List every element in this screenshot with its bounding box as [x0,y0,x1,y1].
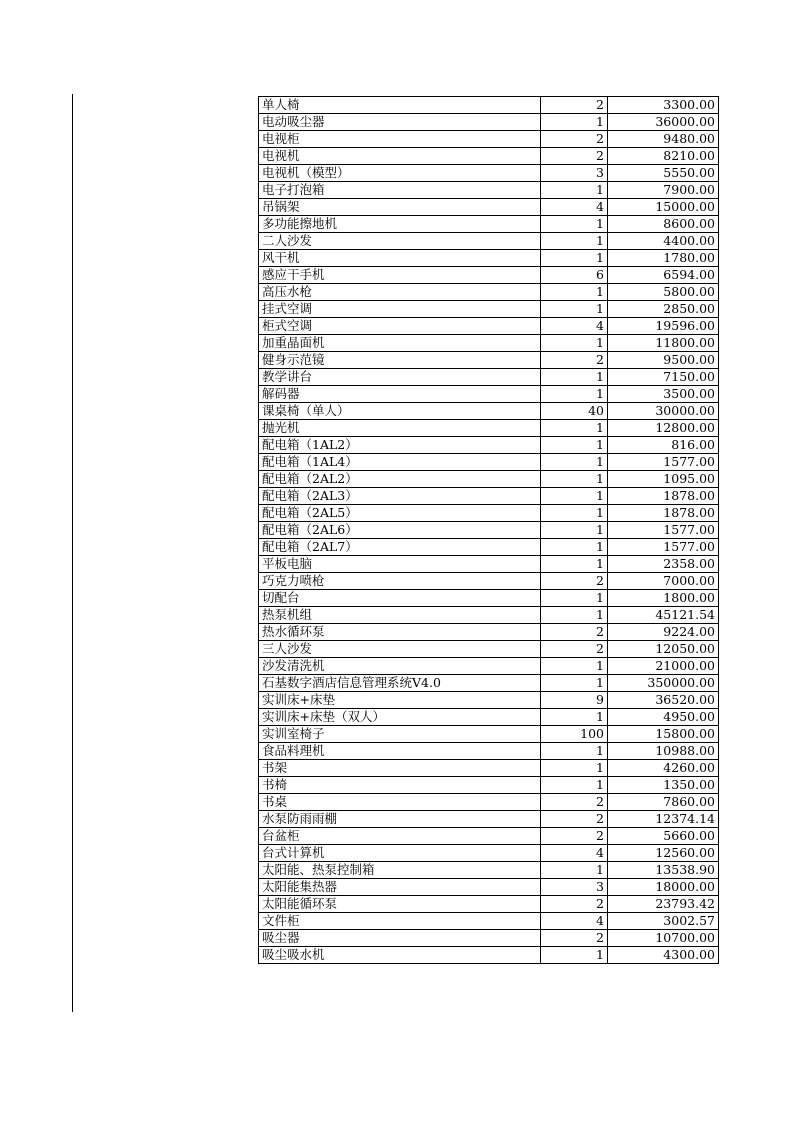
item-name-cell: 多功能擦地机 [259,216,541,233]
item-name-cell: 配电箱（2AL3） [259,488,541,505]
item-name-cell: 台式计算机 [259,845,541,862]
quantity-cell: 1 [541,675,608,692]
item-name-cell: 配电箱（1AL2） [259,437,541,454]
item-name-cell: 台盆柜 [259,828,541,845]
table-row [259,233,719,250]
table-row [259,318,719,335]
amount-cell: 1577.00 [608,522,719,539]
item-name-cell: 切配台 [259,590,541,607]
table-row [259,828,719,845]
quantity-cell: 1 [541,777,608,794]
quantity-cell: 1 [541,114,608,131]
table-row [259,216,719,233]
table-row [259,845,719,862]
item-name-cell: 实训床+床垫（双人） [259,709,541,726]
item-name-cell: 太阳能循环泵 [259,896,541,913]
amount-cell: 21000.00 [608,658,719,675]
amount-cell: 1878.00 [608,505,719,522]
quantity-cell: 1 [541,369,608,386]
amount-cell: 5550.00 [608,165,719,182]
quantity-cell: 2 [541,896,608,913]
amount-cell: 1350.00 [608,777,719,794]
amount-cell: 2358.00 [608,556,719,573]
amount-cell: 13538.90 [608,862,719,879]
quantity-cell: 40 [541,403,608,420]
item-name-cell: 电视机 [259,148,541,165]
item-name-cell: 挂式空调 [259,301,541,318]
amount-cell: 350000.00 [608,675,719,692]
table-row [259,148,719,165]
quantity-cell: 2 [541,148,608,165]
quantity-cell: 2 [541,828,608,845]
amount-cell: 7860.00 [608,794,719,811]
table-row [259,692,719,709]
table-row [259,573,719,590]
table-row [259,794,719,811]
amount-cell: 816.00 [608,437,719,454]
quantity-cell: 1 [541,522,608,539]
amount-cell: 12050.00 [608,641,719,658]
quantity-cell: 4 [541,845,608,862]
table-row [259,335,719,352]
amount-cell: 3300.00 [608,97,719,114]
quantity-cell: 2 [541,624,608,641]
amount-cell: 10988.00 [608,743,719,760]
amount-cell: 9500.00 [608,352,719,369]
item-name-cell: 二人沙发 [259,233,541,250]
quantity-cell: 1 [541,420,608,437]
item-name-cell: 吊锅架 [259,199,541,216]
amount-cell: 1878.00 [608,488,719,505]
item-name-cell: 配电箱（2AL2） [259,471,541,488]
amount-cell: 23793.42 [608,896,719,913]
amount-cell: 12560.00 [608,845,719,862]
quantity-cell: 1 [541,488,608,505]
table-row [259,590,719,607]
amount-cell: 36520.00 [608,692,719,709]
quantity-cell: 1 [541,216,608,233]
item-name-cell: 书桌 [259,794,541,811]
quantity-cell: 4 [541,318,608,335]
quantity-cell: 2 [541,573,608,590]
quantity-cell: 1 [541,301,608,318]
quantity-cell: 2 [541,352,608,369]
item-name-cell: 太阳能、热泵控制箱 [259,862,541,879]
amount-cell: 10700.00 [608,930,719,947]
quantity-cell: 1 [541,947,608,964]
item-name-cell: 书架 [259,760,541,777]
amount-cell: 4300.00 [608,947,719,964]
amount-cell: 9224.00 [608,624,719,641]
quantity-cell: 2 [541,930,608,947]
quantity-cell: 1 [541,454,608,471]
amount-cell: 19596.00 [608,318,719,335]
quantity-cell: 100 [541,726,608,743]
amount-cell: 4260.00 [608,760,719,777]
quantity-cell: 1 [541,590,608,607]
quantity-cell: 1 [541,556,608,573]
quantity-cell: 2 [541,131,608,148]
item-name-cell: 三人沙发 [259,641,541,658]
amount-cell: 15800.00 [608,726,719,743]
table-row [259,947,719,964]
quantity-cell: 2 [541,794,608,811]
quantity-cell: 2 [541,641,608,658]
item-name-cell: 风干机 [259,250,541,267]
quantity-cell: 1 [541,658,608,675]
quantity-cell: 1 [541,233,608,250]
item-name-cell: 平板电脑 [259,556,541,573]
table-row [259,556,719,573]
quantity-cell: 1 [541,471,608,488]
item-name-cell: 电动吸尘器 [259,114,541,131]
table-row [259,97,719,114]
quantity-cell: 6 [541,267,608,284]
item-name-cell: 柜式空调 [259,318,541,335]
item-name-cell: 课桌椅（单人） [259,403,541,420]
table-row [259,930,719,947]
quantity-cell: 2 [541,811,608,828]
table-row [259,352,719,369]
table-row [259,641,719,658]
amount-cell: 2850.00 [608,301,719,318]
table-row [259,199,719,216]
table-row [259,607,719,624]
table-row [259,454,719,471]
quantity-cell: 1 [541,760,608,777]
amount-cell: 4950.00 [608,709,719,726]
quantity-cell: 1 [541,743,608,760]
table-row [259,777,719,794]
item-name-cell: 感应干手机 [259,267,541,284]
table-row [259,369,719,386]
table-row [259,675,719,692]
table-row [259,131,719,148]
amount-cell: 3002.57 [608,913,719,930]
item-name-cell: 沙发清洗机 [259,658,541,675]
item-name-cell: 电视柜 [259,131,541,148]
amount-cell: 1095.00 [608,471,719,488]
amount-cell: 30000.00 [608,403,719,420]
quantity-cell: 3 [541,165,608,182]
table-row [259,488,719,505]
item-name-cell: 配电箱（2AL7） [259,539,541,556]
item-name-cell: 书椅 [259,777,541,794]
item-name-cell: 实训床+床垫 [259,692,541,709]
table-row [259,879,719,896]
amount-cell: 12374.14 [608,811,719,828]
table-row [259,658,719,675]
amount-cell: 8210.00 [608,148,719,165]
quantity-cell: 1 [541,335,608,352]
item-name-cell: 健身示范镜 [259,352,541,369]
item-name-cell: 文件柜 [259,913,541,930]
table-row [259,505,719,522]
amount-cell: 6594.00 [608,267,719,284]
table-row [259,539,719,556]
amount-cell: 5660.00 [608,828,719,845]
amount-cell: 4400.00 [608,233,719,250]
quantity-cell: 1 [541,607,608,624]
table-row [259,522,719,539]
item-name-cell: 食品料理机 [259,743,541,760]
quantity-cell: 3 [541,879,608,896]
table-row [259,811,719,828]
amount-cell: 1577.00 [608,454,719,471]
quantity-cell: 1 [541,250,608,267]
quantity-cell: 4 [541,199,608,216]
amount-cell: 11800.00 [608,335,719,352]
quantity-cell: 1 [541,539,608,556]
table-row [259,437,719,454]
item-name-cell: 加重晶面机 [259,335,541,352]
item-name-cell: 单人椅 [259,97,541,114]
table-row [259,709,719,726]
amount-cell: 7150.00 [608,369,719,386]
item-name-cell: 教学讲台 [259,369,541,386]
amount-cell: 1577.00 [608,539,719,556]
amount-cell: 1800.00 [608,590,719,607]
table-row [259,420,719,437]
amount-cell: 36000.00 [608,114,719,131]
item-name-cell: 解码器 [259,386,541,403]
table-row [259,250,719,267]
quantity-cell: 1 [541,505,608,522]
item-name-cell: 抛光机 [259,420,541,437]
asset-table [258,96,719,964]
amount-cell: 18000.00 [608,879,719,896]
item-name-cell: 石基数字酒店信息管理系统V4.0 [259,675,541,692]
amount-cell: 1780.00 [608,250,719,267]
table-row [259,743,719,760]
quantity-cell: 4 [541,913,608,930]
quantity-cell: 1 [541,709,608,726]
table-row [259,760,719,777]
quantity-cell: 1 [541,386,608,403]
item-name-cell: 吸尘器 [259,930,541,947]
table-row [259,726,719,743]
amount-cell: 5800.00 [608,284,719,301]
amount-cell: 7900.00 [608,182,719,199]
quantity-cell: 9 [541,692,608,709]
table-row [259,182,719,199]
table-row [259,624,719,641]
asset-table-body [259,97,719,964]
item-name-cell: 水泵防雨雨棚 [259,811,541,828]
item-name-cell: 配电箱（2AL5） [259,505,541,522]
item-name-cell: 实训室椅子 [259,726,541,743]
left-margin-rule [72,94,73,1012]
table-row [259,267,719,284]
table-row [259,284,719,301]
quantity-cell: 1 [541,437,608,454]
item-name-cell: 吸尘吸水机 [259,947,541,964]
table-row [259,301,719,318]
table-row [259,386,719,403]
quantity-cell: 1 [541,284,608,301]
quantity-cell: 2 [541,97,608,114]
item-name-cell: 高压水枪 [259,284,541,301]
amount-cell: 9480.00 [608,131,719,148]
item-name-cell: 热泵机组 [259,607,541,624]
item-name-cell: 电子打泡箱 [259,182,541,199]
item-name-cell: 太阳能集热器 [259,879,541,896]
table-row [259,913,719,930]
amount-cell: 12800.00 [608,420,719,437]
table-row [259,165,719,182]
item-name-cell: 热水循环泵 [259,624,541,641]
item-name-cell: 巧克力喷枪 [259,573,541,590]
table-row [259,403,719,420]
item-name-cell: 配电箱（2AL6） [259,522,541,539]
quantity-cell: 1 [541,862,608,879]
table-row [259,471,719,488]
amount-cell: 45121.54 [608,607,719,624]
amount-cell: 8600.00 [608,216,719,233]
amount-cell: 3500.00 [608,386,719,403]
table-row [259,114,719,131]
amount-cell: 15000.00 [608,199,719,216]
item-name-cell: 配电箱（1AL4） [259,454,541,471]
quantity-cell: 1 [541,182,608,199]
amount-cell: 7000.00 [608,573,719,590]
table-row [259,896,719,913]
table-row [259,862,719,879]
item-name-cell: 电视机（模型） [259,165,541,182]
